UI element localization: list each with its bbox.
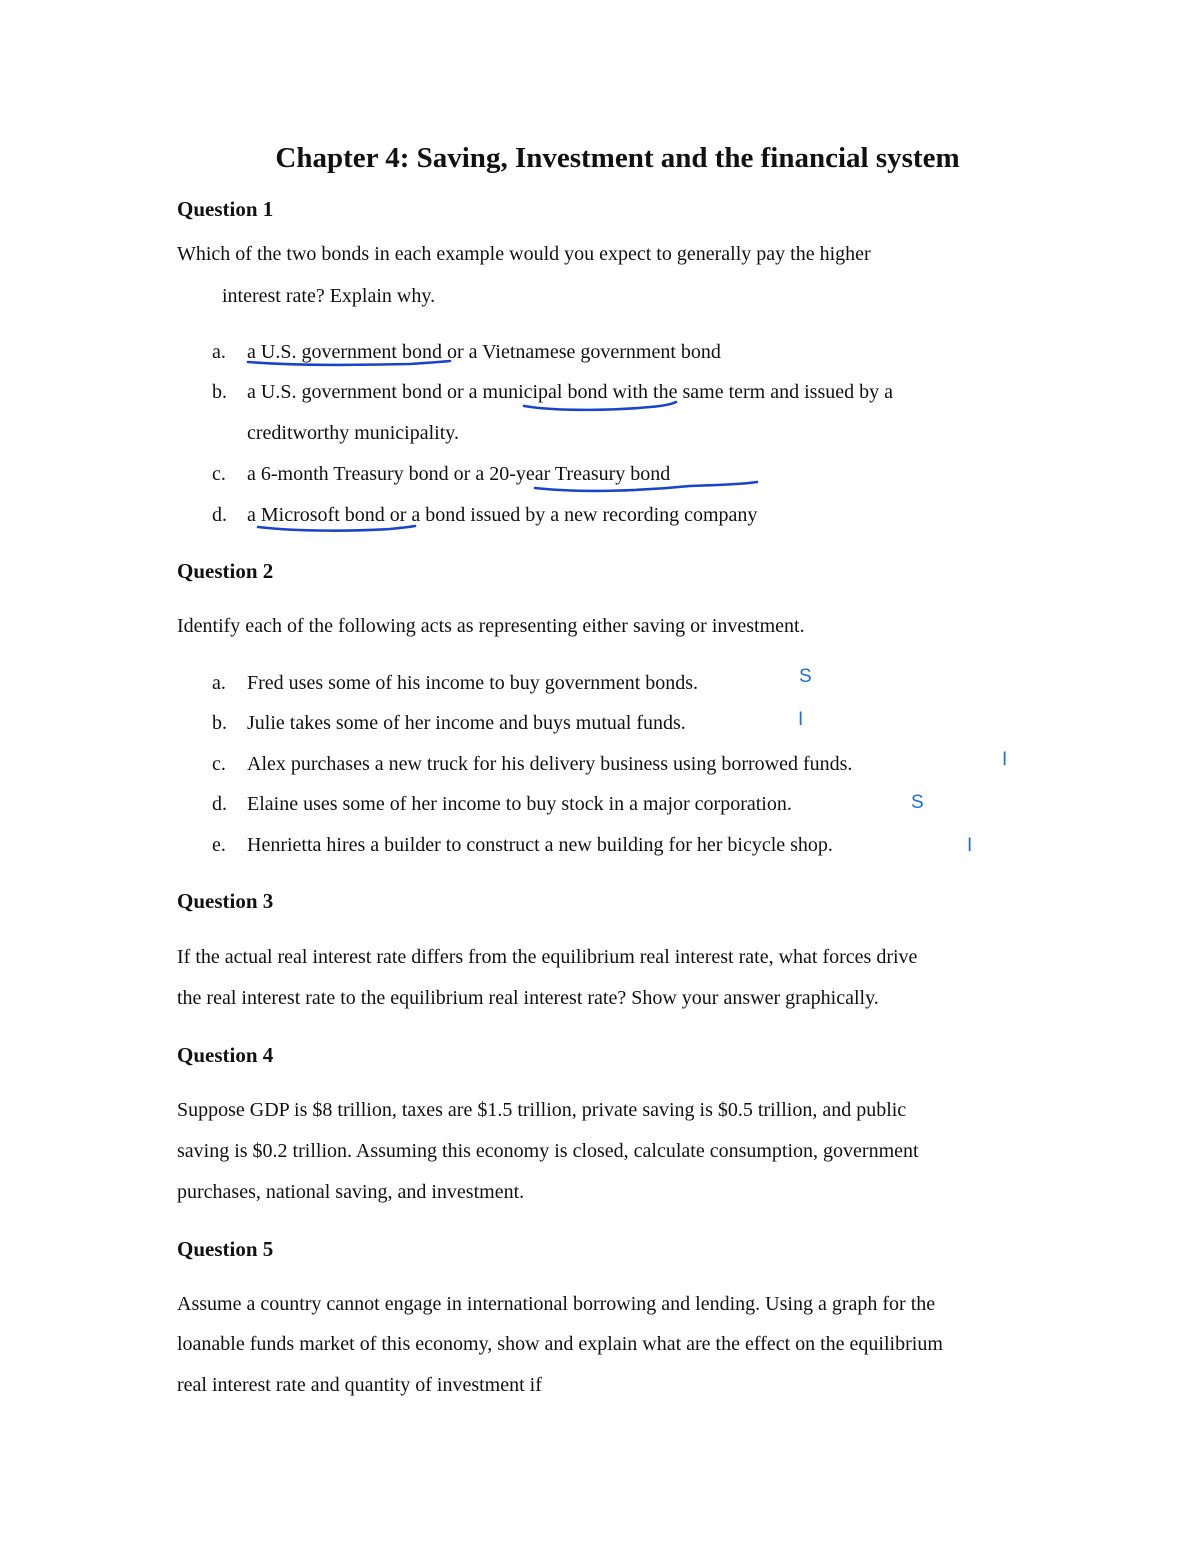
q1-item-b-label: b. xyxy=(212,381,227,403)
question-1-heading: Question 1 xyxy=(177,197,274,221)
q1-item-d-label: d. xyxy=(212,504,227,526)
question-3-line-2: the real interest rate to the equilibrium real interest rate? Show your answer graphically. xyxy=(177,987,879,1009)
question-2-heading: Question 2 xyxy=(177,559,274,583)
question-1-prompt-line-2: interest rate? Explain why. xyxy=(222,285,436,307)
q1-item-b-text-continued: creditworthy municipality. xyxy=(247,422,459,444)
q1-item-b-text: a U.S. government bond or a municipal bond with the same term and issued by a xyxy=(247,381,893,403)
q2-item-c-label: c. xyxy=(212,753,226,775)
question-5-line-1: Assume a country cannot engage in international borrowing and lending. Using a graph for the xyxy=(177,1293,936,1315)
q2-item-c-text: Alex purchases a new truck for his delivery business using borrowed funds. xyxy=(247,753,853,775)
question-4-heading: Question 4 xyxy=(177,1043,274,1067)
q2-item-b-text: Julie takes some of her income and buys mutual funds. xyxy=(247,712,686,734)
q2-item-a-text: Fred uses some of his income to buy government bonds. xyxy=(247,672,699,694)
page-title: Chapter 4: Saving, Investment and the financial system xyxy=(275,142,960,174)
q2-item-b-handwritten-answer: I xyxy=(798,709,804,730)
q2-item-d-label: d. xyxy=(212,793,227,815)
q2-item-d-handwritten-answer: S xyxy=(911,792,924,813)
question-4-line-3: purchases, national saving, and investment. xyxy=(177,1181,525,1203)
q2-item-e-handwritten-answer: I xyxy=(967,835,973,856)
question-5-heading: Question 5 xyxy=(177,1237,274,1261)
q1-item-a-label: a. xyxy=(212,341,226,363)
question-5-line-3: real interest rate and quantity of investment if xyxy=(177,1374,542,1396)
q1-item-d-text: a Microsoft bond or a bond issued by a new recording company xyxy=(247,504,758,526)
q2-item-a-handwritten-answer: S xyxy=(799,666,812,687)
q1-item-c-text: a 6-month Treasury bond or a 20-year Treasury bond xyxy=(247,463,671,485)
q2-item-e-text: Henrietta hires a builder to construct a new building for her bicycle shop. xyxy=(247,834,833,856)
question-5-line-2: loanable funds market of this economy, show and explain what are the effect on the equilibrium xyxy=(177,1333,943,1355)
q2-item-d-text: Elaine uses some of her income to buy stock in a major corporation. xyxy=(247,793,792,815)
question-1-prompt-line-1: Which of the two bonds in each example would you expect to generally pay the higher xyxy=(177,243,871,265)
question-2-prompt: Identify each of the following acts as representing either saving or investment. xyxy=(177,615,805,637)
question-3-heading: Question 3 xyxy=(177,889,274,913)
question-4-line-1: Suppose GDP is $8 trillion, taxes are $1.5 trillion, private saving is $0.5 trillion, and public xyxy=(177,1099,907,1121)
q1-item-a-text: a U.S. government bond or a Vietnamese government bond xyxy=(247,341,721,363)
question-4-line-2: saving is $0.2 trillion. Assuming this economy is closed, calculate consumption, government xyxy=(177,1140,919,1162)
q2-item-e-label: e. xyxy=(212,834,226,856)
q2-item-b-label: b. xyxy=(212,712,227,734)
q1-item-c-label: c. xyxy=(212,463,226,485)
question-3-line-1: If the actual real interest rate differs from the equilibrium real interest rate, what forces drive xyxy=(177,946,918,968)
q2-item-c-handwritten-answer: I xyxy=(1002,749,1008,770)
q2-item-a-label: a. xyxy=(212,672,226,694)
